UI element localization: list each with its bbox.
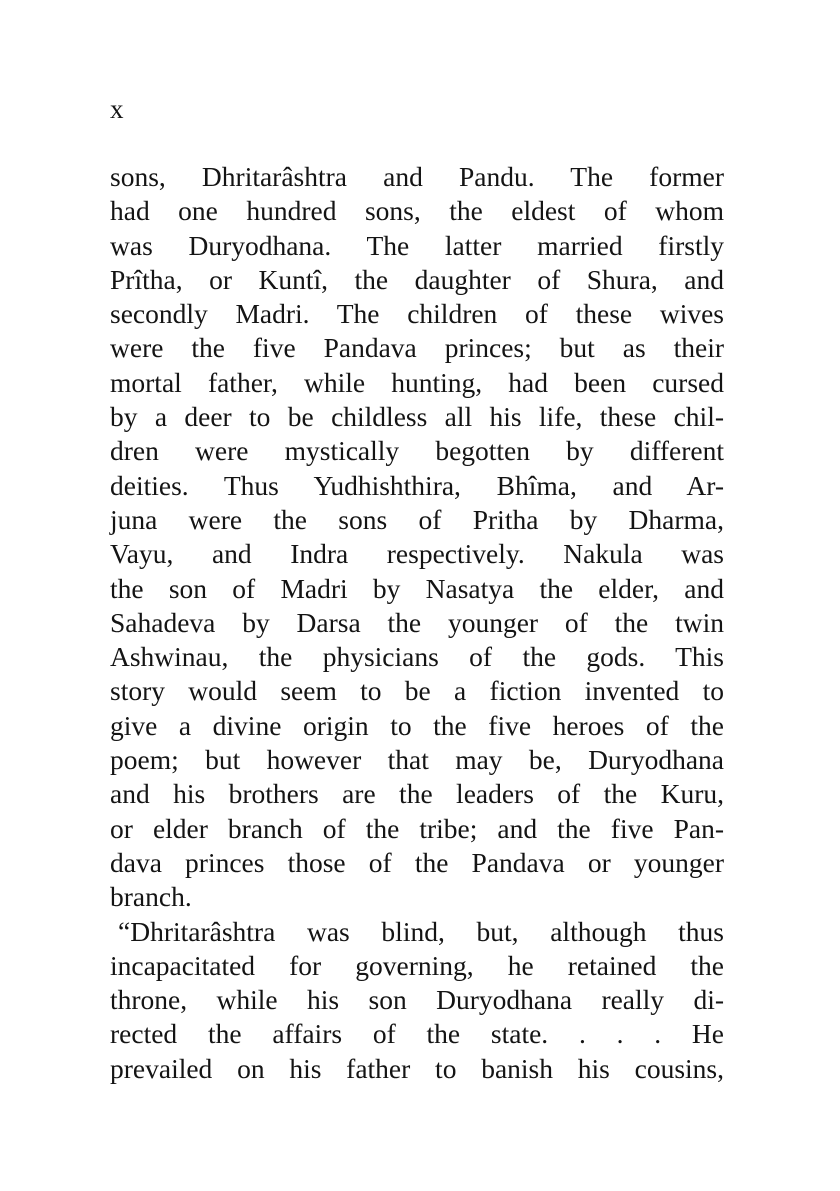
text-line: had one hundred sons, the eldest of whom: [110, 195, 724, 227]
text-line: Vayu, and Indra respectively. Nakula was: [110, 538, 724, 570]
text-line: prevailed on his father to banish his cousins,: [110, 1052, 724, 1084]
text-line: or elder branch of the tribe; and the five Pan-: [110, 812, 724, 844]
text-line: poem; but however that may be, Duryodhana: [110, 744, 724, 776]
text-line: branch.: [110, 881, 192, 913]
text-line: rected the affairs of the state. . . . He: [110, 1018, 724, 1050]
text-line: were the five Pandava princes; but as their: [110, 332, 724, 364]
text-line: Prîtha, or Kuntî, the daughter of Shura, and: [110, 263, 724, 295]
text-line: the son of Madri by Nasatya the elder, and: [110, 572, 724, 604]
text-line: juna were the sons of Pritha by Dharma,: [110, 503, 724, 535]
text-line: dren were mystically begotten by different: [110, 435, 724, 467]
text-line: story would seem to be a fiction invented to: [110, 675, 724, 707]
body-text: [110, 160, 724, 1086]
text-line: secondly Madri. The children of these wives: [110, 298, 724, 330]
text-line: sons, Dhritarâshtra and Pandu. The former: [110, 161, 724, 192]
text-line: was Duryodhana. The latter married firstly: [110, 229, 724, 261]
text-line: Sahadeva by Darsa the younger of the twin: [110, 606, 724, 638]
text-line: dava princes those of the Pandava or younger: [110, 846, 724, 878]
text-line: throne, while his son Duryodhana really di-: [110, 984, 724, 1016]
text-line: Ashwinau, the physicians of the gods. This: [110, 641, 724, 673]
text-line: and his brothers are the leaders of the Kuru,: [110, 778, 724, 810]
text-line: incapacitated for governing, he retained the: [110, 949, 724, 981]
text-line: deities. Thus Yudhishthira, Bhîma, and Ar-: [110, 469, 724, 501]
text-line: “Dhritarâshtra was blind, but, although thus: [118, 915, 724, 947]
text-line: give a divine origin to the five heroes of the: [110, 709, 724, 741]
text-line: by a deer to be childless all his life, these chil-: [110, 401, 724, 433]
page-number: x: [110, 94, 124, 124]
text-line: mortal father, while hunting, had been cursed: [110, 366, 724, 398]
